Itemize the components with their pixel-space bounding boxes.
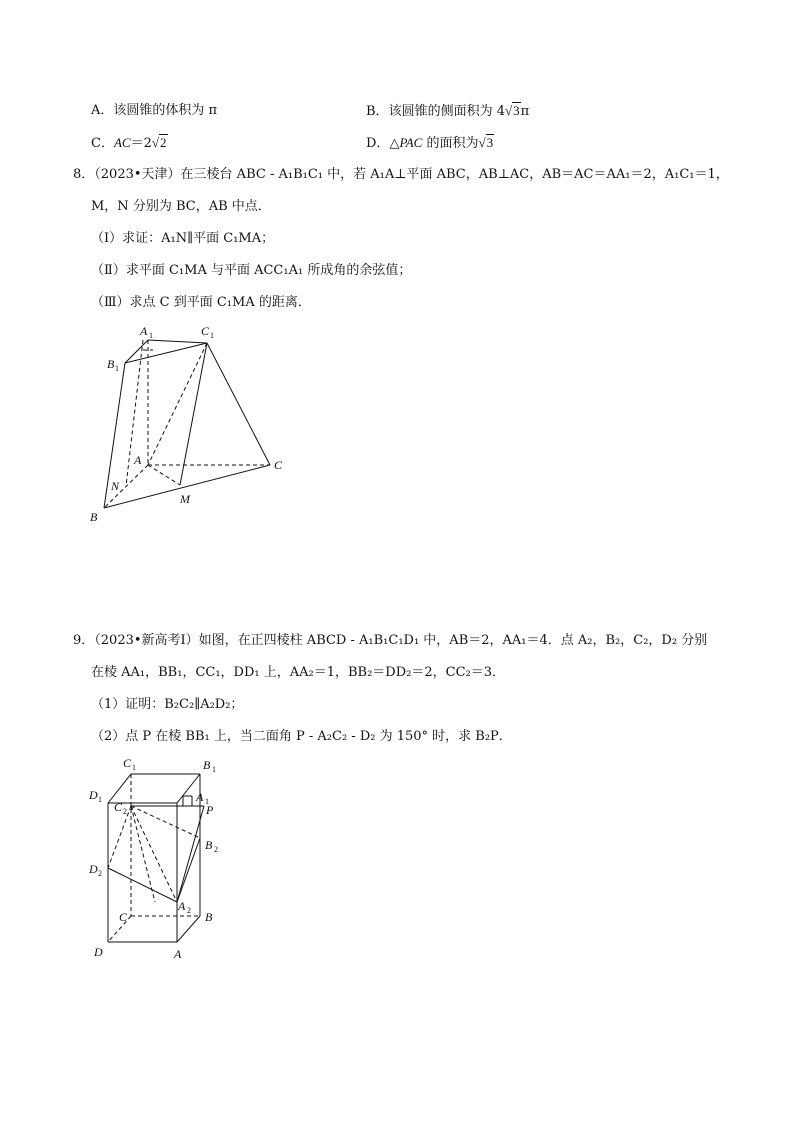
label-sub: 1 <box>205 797 209 806</box>
sqrt-expression: √2 <box>151 135 167 150</box>
label-b: B <box>90 510 98 524</box>
radicand: 2 <box>160 135 167 150</box>
q8-part2: （Ⅱ）求平面 C₁MA 与平面 ACC₁A₁ 所成角的余弦值； <box>91 263 412 278</box>
q7-option-d <box>366 134 494 153</box>
sqrt-expression: √3 <box>504 103 520 118</box>
label-c1: C <box>123 756 132 770</box>
option-label: B． <box>366 104 389 119</box>
label-sub: 1 <box>210 331 214 340</box>
label-c: C <box>274 458 283 472</box>
q9-stem-line1 <box>73 632 707 650</box>
option-label: C． <box>91 136 114 151</box>
label-sub: 1 <box>212 765 216 774</box>
variable: PAC <box>399 135 423 150</box>
question-source: （2023•天津） <box>94 167 181 182</box>
option-text: 的面积为 <box>422 136 479 151</box>
q9-stem-line2: 在棱 AA₁，BB₁，CC₁，DD₁ 上，AA₂＝1，BB₂＝DD₂＝2，CC₂＝3． <box>91 665 506 680</box>
label-sub: 2 <box>187 906 191 915</box>
label-b1: B <box>203 758 211 772</box>
q9-prism-figure <box>80 750 240 965</box>
label-a2: A <box>178 899 186 913</box>
question-number: 9． <box>73 633 95 648</box>
question-source: （2023•新高考Ⅰ） <box>94 633 199 648</box>
label-b1: B <box>107 357 115 371</box>
option-text: 该圆锥的侧面积为 4 <box>388 104 505 119</box>
label-d: D <box>94 945 103 959</box>
q8-stem-line2: M，N 分别为 BC，AB 中点． <box>91 199 271 214</box>
label-b: B <box>205 910 213 924</box>
label-m: M <box>180 492 190 506</box>
label-d1: D <box>89 788 98 802</box>
label-n: N <box>111 479 120 493</box>
label-a1: A <box>140 324 148 338</box>
q7-option-b <box>366 102 529 121</box>
option-label: D． <box>366 136 390 151</box>
q9-part1: （1）证明：B₂C₂∥A₂D₂； <box>91 697 244 712</box>
label-b2: B <box>205 838 213 852</box>
label-c2: C <box>114 800 123 814</box>
q7-option-c <box>91 134 168 153</box>
label-a: A <box>174 947 182 961</box>
label-sub: 1 <box>149 331 153 340</box>
label-sub: 1 <box>115 364 119 373</box>
label-a1: A <box>196 790 204 804</box>
variable: AC <box>113 135 131 150</box>
q8-part1: （Ⅰ）求证：A₁N∥平面 C₁MA； <box>91 231 275 246</box>
option-label: A． <box>91 103 114 118</box>
label-sub: 2 <box>98 869 102 878</box>
label-p: P <box>206 803 214 817</box>
sqrt-expression: √3 <box>478 135 494 150</box>
label-c: C <box>119 910 128 924</box>
label-sub: 1 <box>98 795 102 804</box>
question-number: 8． <box>73 167 95 182</box>
q9-part2: （2）点 P 在棱 BB₁ 上，当二面角 P - A₂C₂ - D₂ 为 150° 时，求 B₂P． <box>91 729 512 744</box>
question-stem: 如图，在正四棱柱 ABCD - A₁B₁C₁D₁ 中，AB＝2，AA₁＝4．点 A₂，B₂，C₂，D₂ 分别 <box>198 633 708 648</box>
label-d2: D <box>89 862 98 876</box>
radicand: 3 <box>513 103 520 118</box>
q8-stem-line1 <box>73 166 729 184</box>
question-stem: 在三棱台 ABC - A₁B₁C₁ 中，若 A₁A⊥平面 ABC，AB⊥AC，AB＝AC＝AA₁＝2，A₁C₁＝1， <box>180 167 729 182</box>
equals: ＝2 <box>130 136 152 151</box>
label-sub: 2 <box>214 845 218 854</box>
q8-part3: （Ⅲ）求点 C 到平面 C₁MA 的距离． <box>91 295 311 310</box>
radicand: 3 <box>486 135 494 150</box>
label-a: A <box>134 453 142 467</box>
triangle-symbol: △ <box>389 136 400 151</box>
option-text-tail: π <box>520 104 530 119</box>
q7-option-a <box>91 102 217 120</box>
option-text: 该圆锥的体积为 π <box>113 103 218 118</box>
label-sub: 2 <box>123 807 127 816</box>
label-c1: C <box>201 324 210 338</box>
q8-frustum-figure <box>80 318 310 528</box>
label-sub: 1 <box>132 763 136 772</box>
